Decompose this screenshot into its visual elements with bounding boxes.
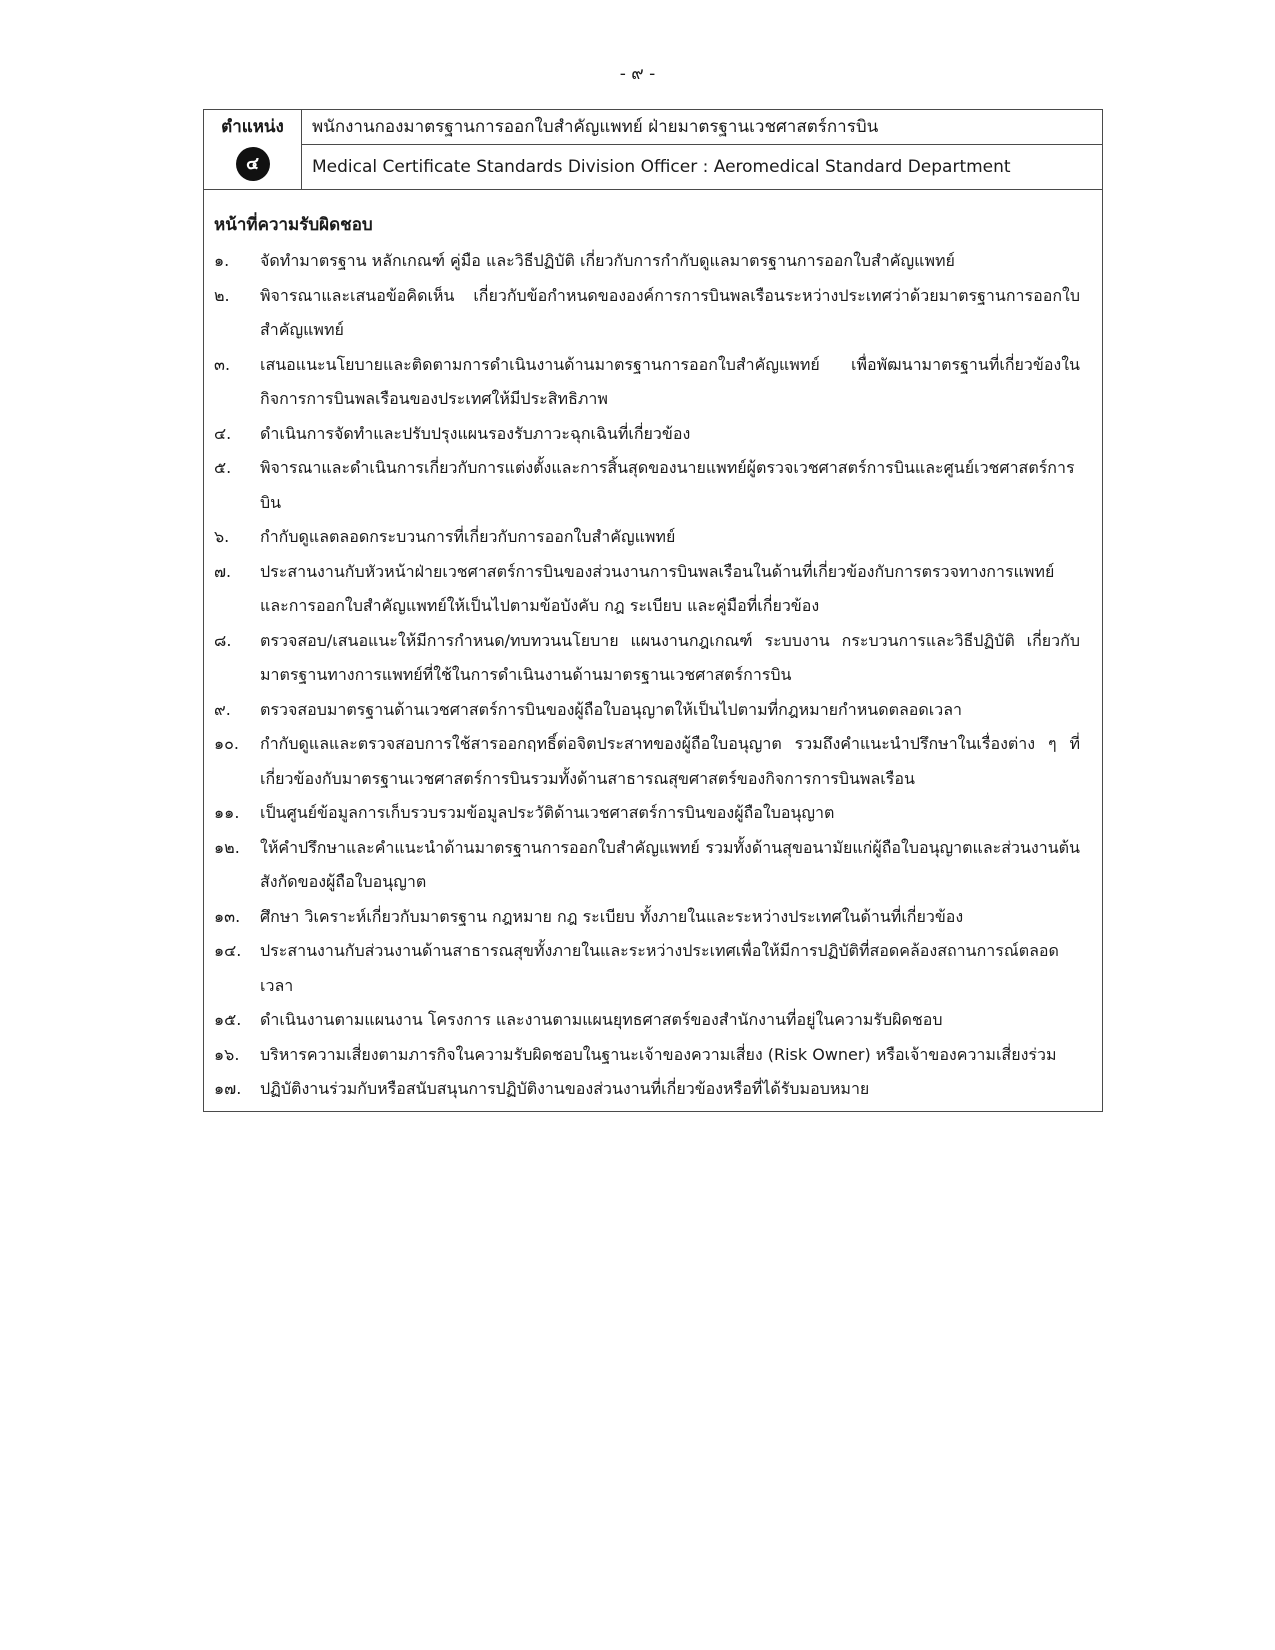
duty-number: ๔. (214, 423, 232, 443)
duty-number: ๑๔. (214, 941, 242, 960)
position-label: ตำแหน่ง (221, 117, 284, 137)
duty-text: พิจารณาและดำเนินการเกี่ยวกับการแต่งตั้งและการสิ้นสุดของนายแพทย์ผู้ตรวจเวชศาสตร์การบินและศูนย์เวชศาสตร์การบิน (260, 458, 1075, 512)
duty-number: ๑๗. (214, 1079, 242, 1098)
duty-item (214, 1072, 1080, 1107)
duty-number: ๑๑. (214, 803, 240, 822)
duty-item (214, 279, 1080, 348)
position-header (204, 110, 1102, 190)
duty-item (214, 555, 1080, 624)
duty-item (214, 1003, 1080, 1038)
duty-number: ๗. (214, 561, 232, 581)
duty-text: เสนอแนะนโยบายและติดตามการดำเนินงานด้านมาตรฐานการออกใบสำคัญแพทย์ เพื่อพัฒนามาตรฐานที่เกี่ยวข้องในกิจการการบินพลเรือนของประเทศให้มีประสิทธิภาพ (260, 354, 1080, 408)
duty-item (214, 831, 1080, 900)
duty-item (214, 624, 1080, 693)
duty-item (214, 417, 1080, 452)
duty-text: ประสานงานกับหัวหน้าฝ่ายเวชศาสตร์การบินของส่วนงานการบินพลเรือนในด้านที่เกี่ยวข้องกับการตรวจทางการแพทย์และการออกใบสำคัญแพทย์ให้เป็นไปตามข้อบังคับ กฎ ระเบียบ และคู่มือที่เกี่ยวข้อง (260, 561, 1055, 615)
duty-text: ให้คำปรึกษาและคำแนะนำด้านมาตรฐานการออกใบสำคัญแพทย์ รวมทั้งด้านสุขอนามัยแก่ผู้ถือใบอนุญาตและส่วนงานต้นสังกัดของผู้ถือใบอนุญาต (260, 837, 1080, 891)
duty-number: ๕. (214, 458, 232, 477)
duty-item (214, 520, 1080, 555)
position-title-th: พนักงานกองมาตรฐานการออกใบสำคัญแพทย์ ฝ่ายมาตรฐานเวชศาสตร์การบิน (302, 110, 1102, 145)
duty-text: ประสานงานกับส่วนงานด้านสาธารณสุขทั้งภายในและระหว่างประเทศเพื่อให้มีการปฏิบัติที่สอดคล้องสถานการณ์ตลอดเวลา (260, 941, 1059, 995)
duty-number: ๙. (214, 699, 231, 719)
duty-number: ๓. (214, 354, 231, 374)
duty-number: ๑. (214, 251, 230, 270)
duty-text: ดำเนินการจัดทำและปรับปรุงแผนรองรับภาวะฉุกเฉินที่เกี่ยวข้อง (260, 423, 691, 443)
duty-item (214, 1038, 1080, 1073)
duty-text: จัดทำมาตรฐาน หลักเกณฑ์ คู่มือ และวิธีปฏิบัติ เกี่ยวกับการกำกับดูแลมาตรฐานการออกใบสำคัญแพทย์ (260, 251, 955, 270)
duty-item (214, 348, 1080, 417)
duty-text: ตรวจสอบมาตรฐานด้านเวชศาสตร์การบินของผู้ถือใบอนุญาตให้เป็นไปตามที่กฎหมายกำหนดตลอดเวลา (260, 699, 963, 719)
duty-text: ตรวจสอบ/เสนอแนะให้มีการกำหนด/ทบทวนนโยบาย แผนงานกฎเกณฑ์ ระบบงาน กระบวนการและวิธีปฏิบัติ เกี่ยวกับมาตรฐานทางการแพทย์ที่ใช้ในการดำเนินงานด้านมาตรฐานเวชศาสตร์การบิน (260, 630, 1080, 684)
duty-text: กำกับดูแลตลอดกระบวนการที่เกี่ยวกับการออกใบสำคัญแพทย์ (260, 527, 676, 546)
duty-text: บริหารความเสี่ยงตามภารกิจในความรับผิดชอบในฐานะเจ้าของความเสี่ยง (Risk Owner) หรือเจ้าของความเสี่ยงร่วม (260, 1044, 1057, 1064)
position-table (203, 109, 1103, 1112)
page-number: - ๙ - (619, 64, 656, 84)
duty-number: ๑๕. (214, 1010, 242, 1029)
duty-text: เป็นศูนย์ข้อมูลการเก็บรวบรวมข้อมูลประวัติด้านเวชศาสตร์การบินของผู้ถือใบอนุญาต (260, 803, 835, 822)
duty-number: ๒. (214, 285, 230, 305)
duty-item (214, 693, 1080, 728)
duty-text: ศึกษา วิเคราะห์เกี่ยวกับมาตรฐาน กฎหมาย กฎ ระเบียบ ทั้งภายในและระหว่างประเทศในด้านที่เกี่ยวข้อง (260, 906, 964, 926)
duties-section (204, 190, 1102, 1111)
duty-item (214, 727, 1080, 796)
duty-number: ๑๐. (214, 734, 240, 753)
duty-number: ๘. (214, 630, 232, 650)
duty-text: ดำเนินงานตามแผนงาน โครงการ และงานตามแผนยุทธศาสตร์ของสำนักงานที่อยู่ในความรับผิดชอบ (260, 1010, 943, 1029)
duty-number: ๑๖. (214, 1044, 240, 1064)
position-title-en: Medical Certificate Standards Division Officer : Aeromedical Standard Department (312, 157, 1011, 177)
position-number-badge: ๔ (236, 147, 270, 181)
duty-text: ปฏิบัติงานร่วมกับหรือสนับสนุนการปฏิบัติงานของส่วนงานที่เกี่ยวข้องหรือที่ได้รับมอบหมาย (260, 1079, 870, 1098)
position-label-cell (204, 110, 302, 189)
duty-item (214, 451, 1080, 520)
duty-number: ๑๓. (214, 906, 241, 926)
duty-item (214, 934, 1080, 1003)
duty-item (214, 796, 1080, 831)
duty-text: กำกับดูแลและตรวจสอบการใช้สารออกฤทธิ์ต่อจิตประสาทของผู้ถือใบอนุญาต รวมถึงคำแนะนำปรึกษาในเรื่องต่าง ๆ ที่เกี่ยวข้องกับมาตรฐานเวชศาสตร์การบินรวมทั้งด้านสาธารณสุขศาสตร์ของกิจการการบินพลเรือน (260, 734, 1080, 788)
duty-item (214, 244, 1080, 279)
duty-item (214, 900, 1080, 935)
duty-number: ๑๒. (214, 837, 240, 857)
duty-list (214, 244, 1080, 1107)
duties-heading: หน้าที่ความรับผิดชอบ (214, 215, 373, 235)
duty-text: พิจารณาและเสนอข้อคิดเห็น เกี่ยวกับข้อกำหนดขององค์การการบินพลเรือนระหว่างประเทศว่าด้วยมาตรฐานการออกใบสำคัญแพทย์ (260, 285, 1080, 339)
duty-number: ๖. (214, 527, 230, 546)
